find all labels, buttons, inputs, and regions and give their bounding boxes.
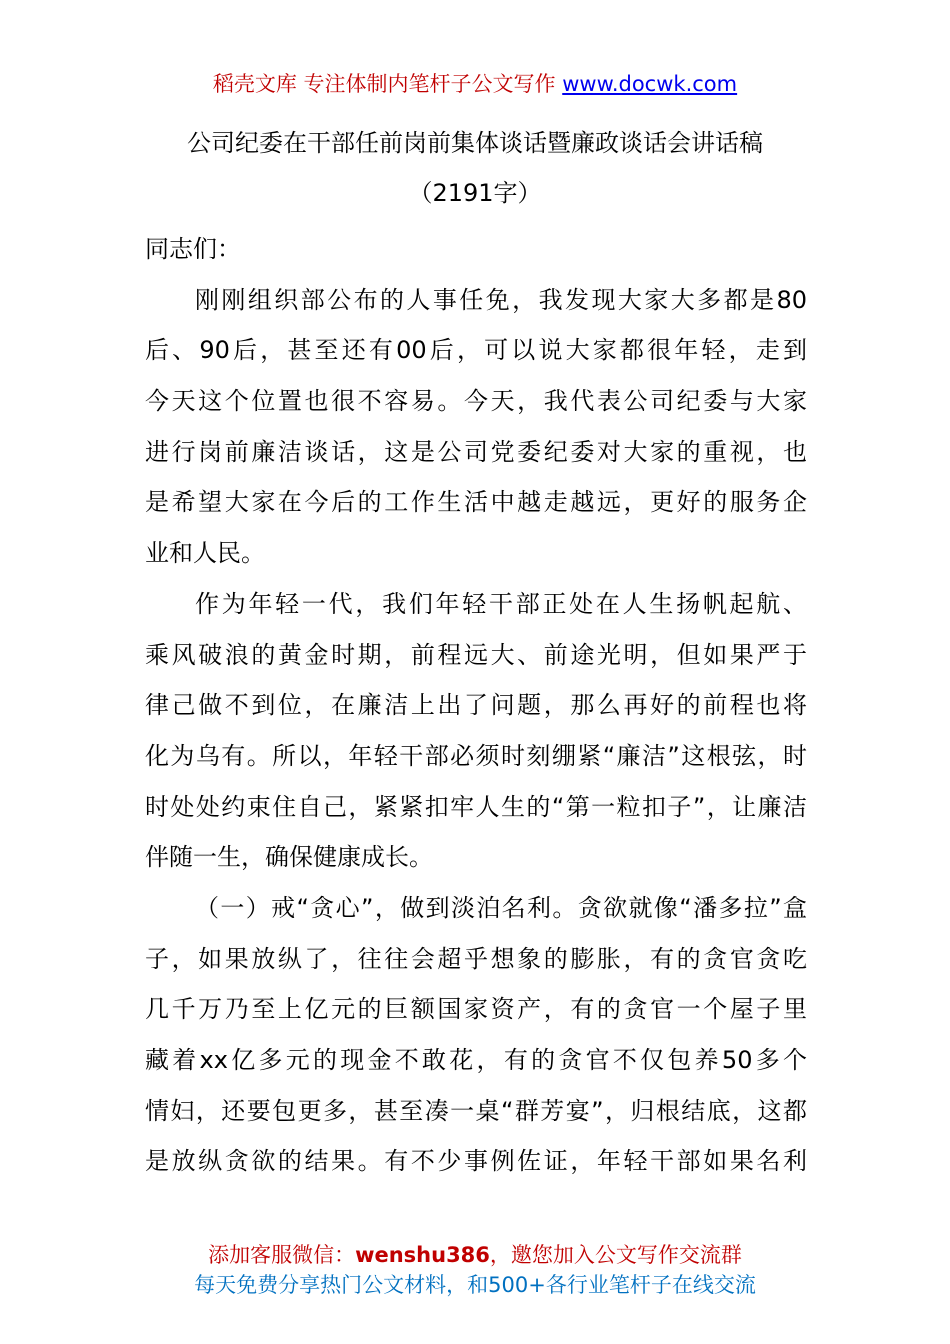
text-line: 刚刚组织部公布的人事任免，我发现大家大多都是80 [195, 285, 807, 314]
footer-share-line: 每天免费分享热门公文材料，和500+各行业笔杆子在线交流 [194, 1273, 756, 1297]
text-line: 律己做不到位，在廉洁上出了问题，那么再好的前程也将 [145, 691, 807, 720]
document-body [145, 224, 807, 1187]
footer-banner [0, 1240, 950, 1300]
text-line: 化为乌有。所以，年轻干部必须时刻绷紧“廉洁”这根弦，时 [145, 741, 807, 770]
text-line: 乘风破浪的黄金时期，前程远大、前途光明，但如果严于 [145, 640, 807, 669]
header-banner [0, 68, 950, 100]
text-line: （一）戒“贪心”，做到淡泊名利。贪欲就像“潘多拉”盒 [195, 893, 807, 922]
text-line: 伴随一生，确保健康成长。 [145, 843, 433, 872]
footer-wechat-prefix: 添加客服微信： [208, 1243, 356, 1267]
greeting: 同志们： [145, 235, 241, 263]
header-website-link[interactable]: www.docwk.com [562, 72, 738, 96]
footer-wechat-line [0, 1240, 950, 1270]
text-line: 是放纵贪欲的结果。有不少事例佐证，年轻干部如果名利 [145, 1147, 807, 1176]
text-line: 情妇，还要包更多，甚至凑一桌“群芳宴”，归根结底，这都 [145, 1096, 807, 1125]
footer-wechat-suffix: ，邀您加入公文写作交流群 [489, 1243, 742, 1267]
text-line: 几千万乃至上亿元的巨额国家资产，有的贪官一个屋子里 [145, 995, 807, 1024]
text-line: 是希望大家在今后的工作生活中越走越远，更好的服务企 [145, 488, 807, 517]
text-line: 子，如果放纵了，往往会超乎想象的膨胀，有的贪官贪吃 [145, 944, 807, 973]
header-brand-text: 稻壳文库 专注体制内笔杆子公文写作 [212, 72, 563, 96]
footer-wechat-id: wenshu386 [355, 1243, 490, 1267]
text-line: 藏着xx亿多元的现金不敢花，有的贪官不仅包养50多个 [145, 1046, 807, 1074]
text-line: 后、90后，甚至还有00后，可以说大家都很年轻，走到 [145, 336, 807, 365]
text-line: 时处处约束住自己，紧紧扣牢人生的“第一粒扣子”，让廉洁 [145, 792, 807, 821]
text-line: 业和人民。 [145, 539, 265, 568]
text-line: 作为年轻一代，我们年轻干部正处在人生扬帆起航、 [195, 589, 807, 618]
text-line: 今天这个位置也很不容易。今天，我代表公司纪委与大家 [145, 387, 807, 416]
document-title: 公司纪委在干部任前岗前集体谈话暨廉政谈话会讲话稿 [187, 129, 763, 157]
word-count: （2191字） [408, 179, 542, 207]
text-line: 进行岗前廉洁谈话，这是公司党委纪委对大家的重视，也 [145, 437, 807, 466]
